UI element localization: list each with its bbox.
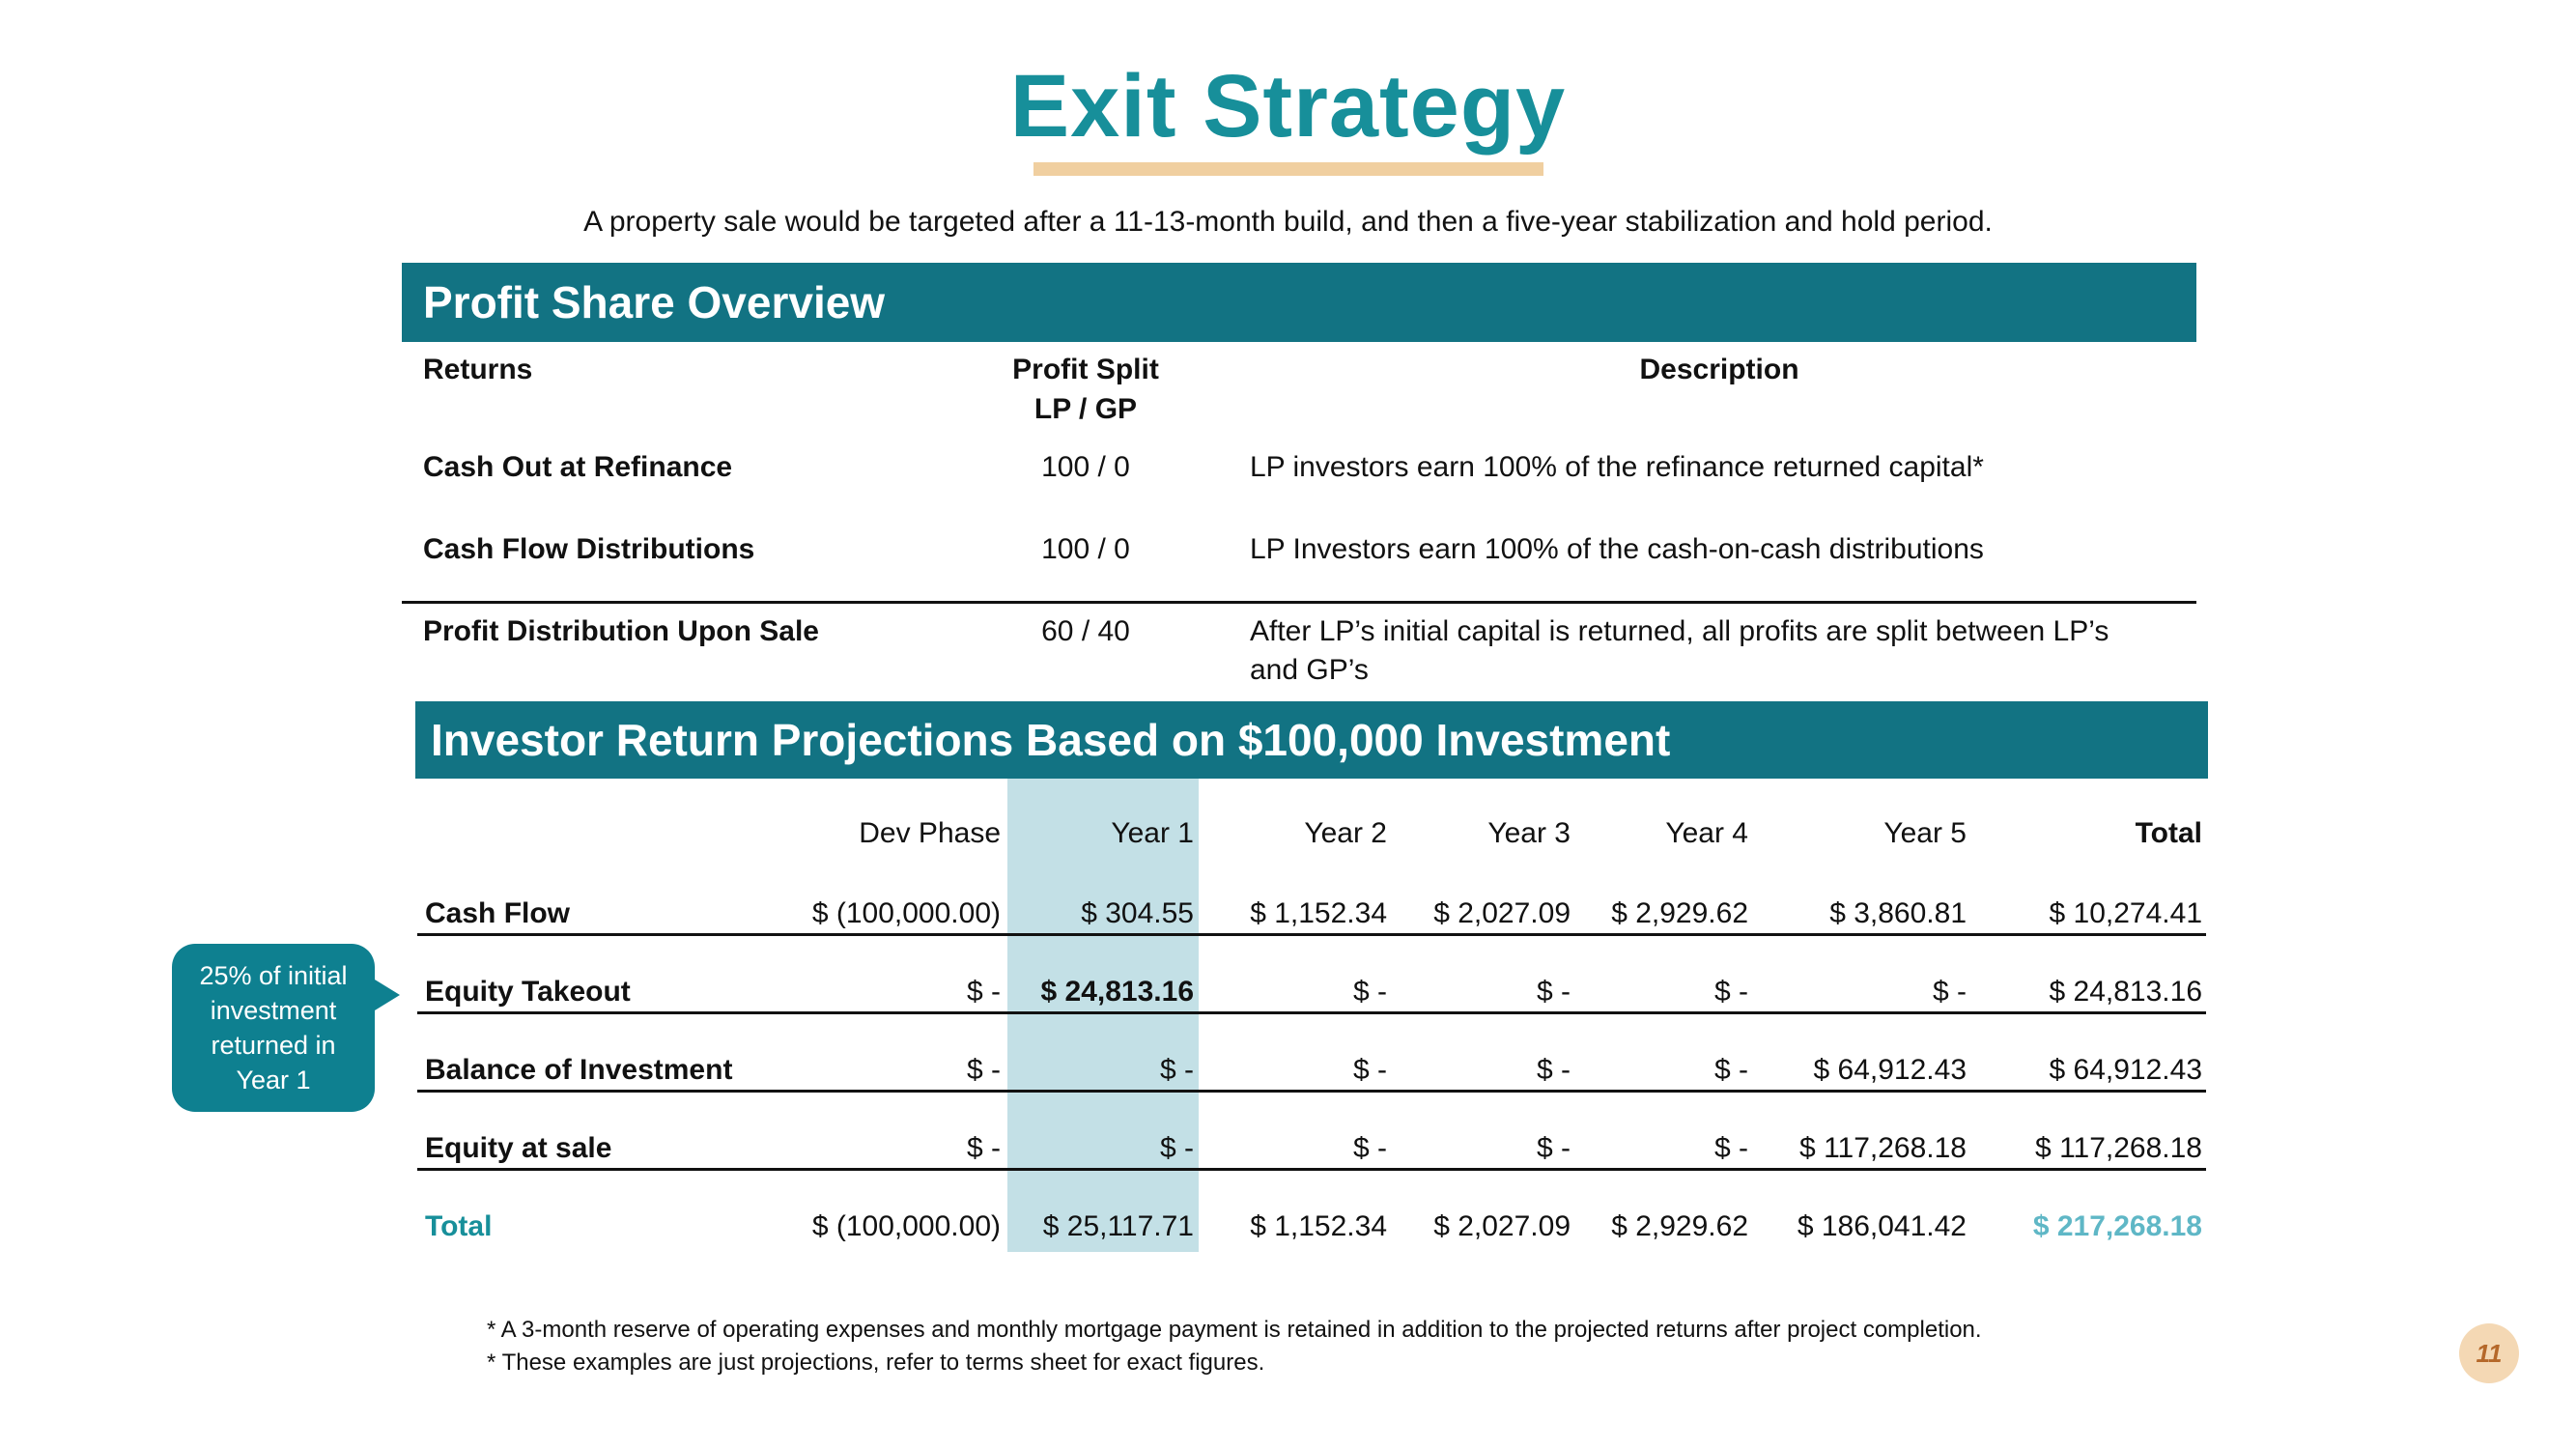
- proj-cell-total: $ 64,912.43: [2049, 1054, 2202, 1086]
- callout-line: investment: [210, 996, 337, 1025]
- profit-row-description-cont: and GP’s: [1250, 654, 1369, 686]
- proj-cell: $ -: [1536, 1132, 1571, 1164]
- profit-share-heading-text: Profit Share Overview: [423, 277, 886, 327]
- proj-col-header-total: Total: [2135, 817, 2202, 849]
- page-title: Exit Strategy: [1009, 57, 1567, 156]
- proj-cell: $ 1,152.34: [1250, 1210, 1387, 1242]
- projections-heading-text: Investor Return Projections Based on $100,000 Investment: [431, 715, 1671, 765]
- proj-cell: $ 186,041.42: [1797, 1210, 1967, 1242]
- proj-col-header: Year 3: [1487, 817, 1571, 849]
- proj-cell: $ 2,027.09: [1433, 1210, 1571, 1242]
- col-split-header-line1: Profit Split: [1012, 354, 1159, 385]
- proj-cell: $ 2,027.09: [1433, 897, 1571, 929]
- proj-cell: $ -: [1352, 1132, 1387, 1164]
- profit-row-label: Cash Flow Distributions: [423, 533, 755, 565]
- proj-cell: $ -: [1713, 1132, 1748, 1164]
- proj-cell: $ 117,268.18: [1799, 1132, 1967, 1164]
- footnote: * These examples are just projections, refer to terms sheet for exact figures.: [487, 1350, 1265, 1376]
- proj-cell: $ 1,152.34: [1250, 897, 1387, 929]
- grand-total: $ 217,268.18: [2032, 1210, 2202, 1242]
- proj-row-label: Equity at sale: [425, 1132, 612, 1164]
- col-returns-header: Returns: [423, 354, 533, 385]
- projections-heading: [415, 701, 2208, 779]
- proj-col-header: Year 5: [1883, 817, 1967, 849]
- proj-cell: $ -: [1536, 1054, 1571, 1086]
- callout-line: Year 1: [236, 1065, 311, 1094]
- proj-cell-total: $ 24,813.16: [2049, 976, 2202, 1008]
- divider: [402, 601, 2196, 604]
- profit-row-label: Cash Out at Refinance: [423, 451, 733, 483]
- callout-line: 25% of initial: [199, 961, 348, 990]
- proj-cell: $ 3,860.81: [1829, 897, 1967, 929]
- proj-cell: $ -: [1713, 976, 1748, 1008]
- proj-cell-total: $ 10,274.41: [2049, 897, 2202, 929]
- proj-row-label: Equity Takeout: [425, 976, 631, 1008]
- page-subtitle: A property sale would be targeted after a 11-13-month build, and then a five-year stabilization and hold period.: [583, 206, 1993, 238]
- page-number: 11: [2476, 1338, 2503, 1368]
- profit-share-heading: [402, 263, 2196, 342]
- proj-cell: $ 64,912.43: [1813, 1054, 1967, 1086]
- proj-cell-total: $ 117,268.18: [2035, 1132, 2202, 1164]
- profit-row-label: Profit Distribution Upon Sale: [423, 615, 819, 647]
- divider: [417, 1168, 2206, 1171]
- proj-col-header: Dev Phase: [859, 817, 1001, 849]
- proj-cell: $ 2,929.62: [1611, 897, 1748, 929]
- callout-arrow-icon: [375, 980, 400, 1010]
- proj-row-label-total: Total: [425, 1210, 493, 1242]
- proj-row-label: Cash Flow: [425, 897, 571, 929]
- proj-cell: $ -: [1159, 1132, 1194, 1164]
- proj-cell: $ -: [1536, 976, 1571, 1008]
- proj-cell: $ 304.55: [1081, 897, 1194, 929]
- proj-col-header: Year 4: [1665, 817, 1748, 849]
- proj-cell-highlight: $ 24,813.16: [1040, 976, 1194, 1008]
- proj-cell: $ 2,929.62: [1611, 1210, 1748, 1242]
- proj-cell: $ -: [1713, 1054, 1748, 1086]
- profit-row-split: 60 / 40: [1041, 615, 1130, 647]
- proj-cell: $ (100,000.00): [811, 897, 1001, 929]
- proj-cell: $ -: [966, 1132, 1001, 1164]
- proj-col-header: Year 1: [1111, 817, 1194, 849]
- proj-cell: $ -: [1352, 976, 1387, 1008]
- proj-cell: $ -: [966, 976, 1001, 1008]
- divider: [417, 1090, 2206, 1093]
- callout-line: returned in: [211, 1031, 336, 1060]
- col-split-header-line2: LP / GP: [1033, 393, 1138, 425]
- proj-cell: $ (100,000.00): [811, 1210, 1001, 1242]
- profit-row-split: 100 / 0: [1041, 533, 1130, 565]
- profit-row-description: After LP’s initial capital is returned, all profits are split between LP’s: [1250, 615, 2109, 647]
- profit-row-split: 100 / 0: [1041, 451, 1130, 483]
- proj-cell: $ -: [966, 1054, 1001, 1086]
- col-description-header: Description: [1639, 354, 1799, 385]
- page-number-badge: [2459, 1323, 2519, 1383]
- proj-cell: $ -: [1352, 1054, 1387, 1086]
- proj-col-header: Year 2: [1304, 817, 1387, 849]
- year1-callout: [172, 944, 375, 1112]
- proj-cell: $ -: [1159, 1054, 1194, 1086]
- divider: [417, 1011, 2206, 1014]
- divider: [417, 933, 2206, 936]
- proj-cell: $ -: [1932, 976, 1967, 1008]
- footnote: * A 3-month reserve of operating expenses and monthly mortgage payment is retained in addition to the projected returns after project completion.: [487, 1317, 1982, 1343]
- proj-row-label: Balance of Investment: [425, 1054, 733, 1086]
- profit-row-description: LP Investors earn 100% of the cash-on-cash distributions: [1250, 533, 1984, 565]
- proj-cell: $ 25,117.71: [1042, 1210, 1194, 1242]
- profit-row-description: LP investors earn 100% of the refinance returned capital*: [1250, 451, 1984, 483]
- title-underline: [1033, 162, 1543, 176]
